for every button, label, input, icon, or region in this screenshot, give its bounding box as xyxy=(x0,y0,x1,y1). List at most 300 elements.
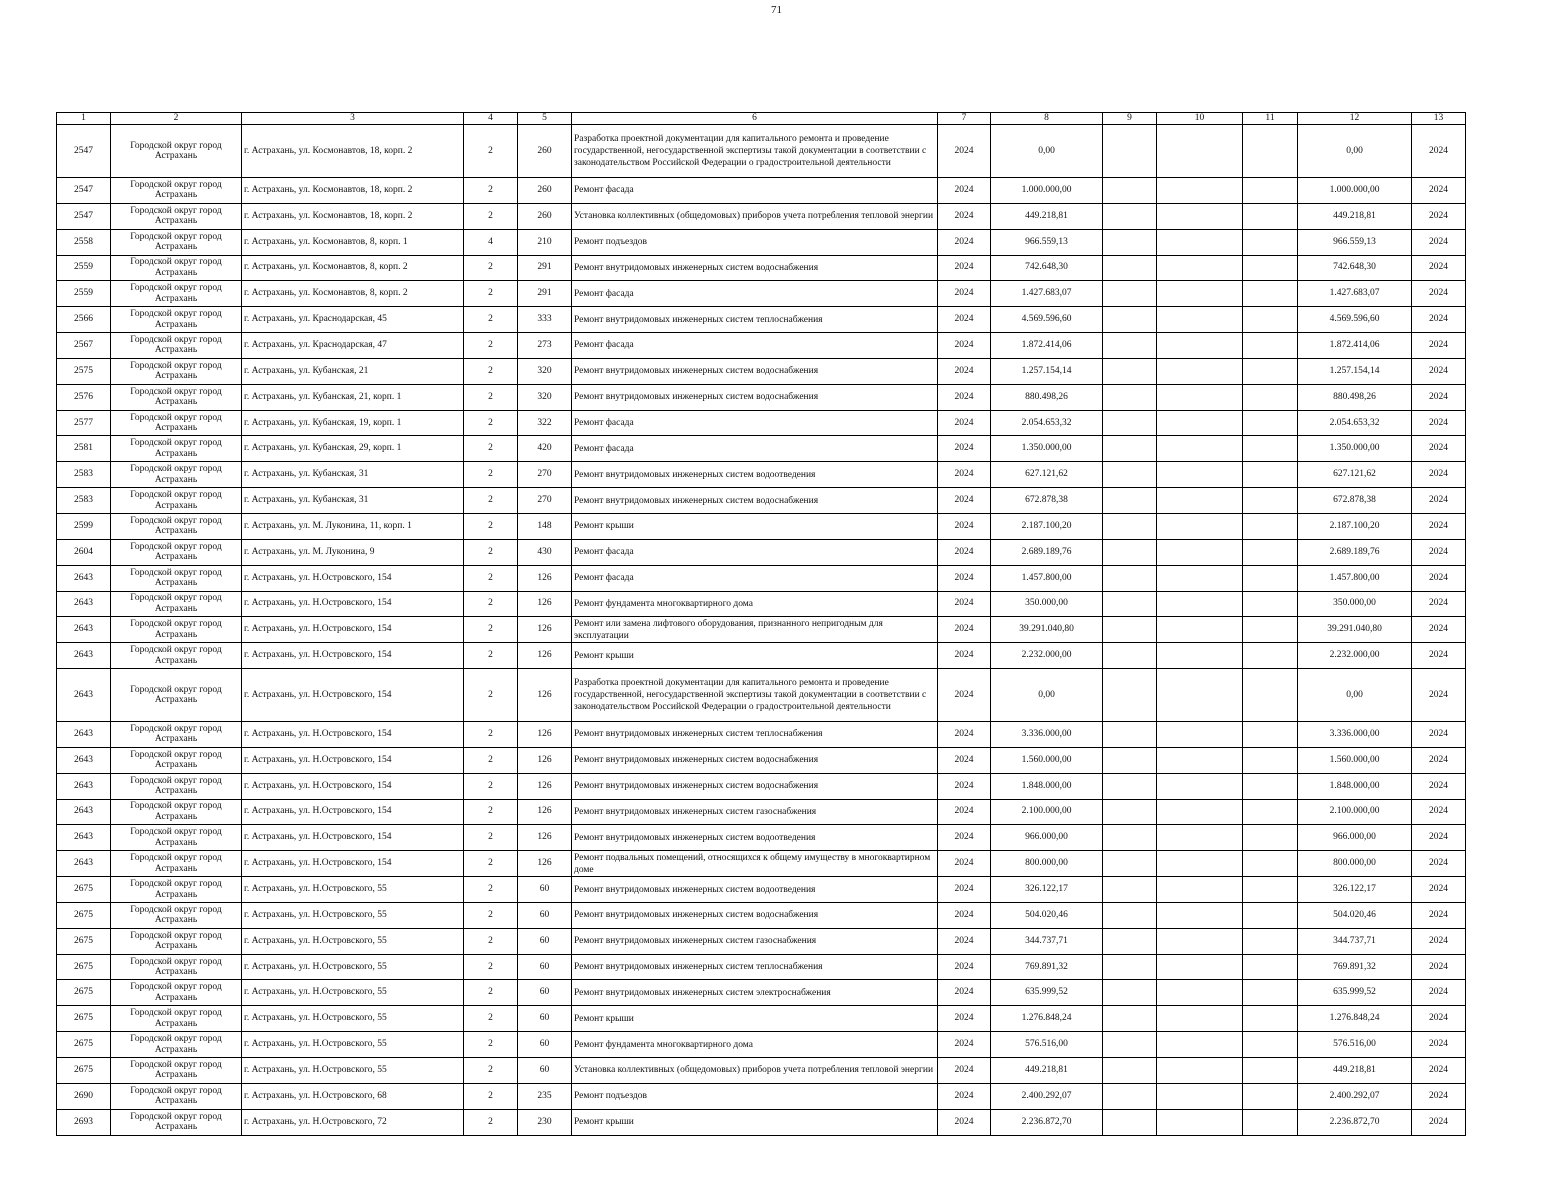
col11-cell xyxy=(1243,255,1298,281)
col13-cell: 2024 xyxy=(1412,773,1466,799)
cost-cell: 880.498,26 xyxy=(991,384,1103,410)
col13-cell: 2024 xyxy=(1412,358,1466,384)
col11-cell xyxy=(1243,877,1298,903)
table-row xyxy=(57,722,1466,748)
table-row xyxy=(57,851,1466,877)
col4-cell: 2 xyxy=(464,591,518,617)
col10-cell xyxy=(1157,1006,1243,1032)
address-cell: г. Астрахань, ул. Краснодарская, 47 xyxy=(242,333,464,359)
col9-cell xyxy=(1103,462,1157,488)
column-header-1: 1 xyxy=(57,113,111,125)
column-header-13: 13 xyxy=(1412,113,1466,125)
col13-cell: 2024 xyxy=(1412,980,1466,1006)
municipality-cell: Городской округ город Астрахань xyxy=(111,1083,242,1109)
address-cell: г. Астрахань, ул. М. Луконина, 9 xyxy=(242,539,464,565)
col11-cell xyxy=(1243,410,1298,436)
col11-cell xyxy=(1243,902,1298,928)
cost-cell: 326.122,17 xyxy=(991,877,1103,903)
table-row xyxy=(57,1032,1466,1058)
col9-cell xyxy=(1103,307,1157,333)
col10-cell xyxy=(1157,722,1243,748)
table-row xyxy=(57,513,1466,539)
col5-cell: 270 xyxy=(518,488,572,514)
work-type-cell: Ремонт внутридомовых инженерных систем водоотведения xyxy=(572,825,938,851)
col11-cell xyxy=(1243,954,1298,980)
col11-cell xyxy=(1243,565,1298,591)
cost-cell: 1.848.000,00 xyxy=(991,773,1103,799)
municipality-cell: Городской округ город Астрахань xyxy=(111,773,242,799)
col12-cell: 627.121,62 xyxy=(1298,462,1412,488)
col10-cell xyxy=(1157,773,1243,799)
year-cell: 2024 xyxy=(938,1109,991,1135)
year-cell: 2024 xyxy=(938,255,991,281)
row-id: 2675 xyxy=(57,928,111,954)
col9-cell xyxy=(1103,928,1157,954)
col4-cell: 2 xyxy=(464,539,518,565)
col13-cell: 2024 xyxy=(1412,410,1466,436)
col5-cell: 322 xyxy=(518,410,572,436)
municipality-cell: Городской округ город Астрахань xyxy=(111,539,242,565)
cost-cell: 344.737,71 xyxy=(991,928,1103,954)
work-type-cell: Ремонт внутридомовых инженерных систем водоотведения xyxy=(572,462,938,488)
municipality-cell: Городской округ город Астрахань xyxy=(111,1032,242,1058)
col10-cell xyxy=(1157,229,1243,255)
year-cell: 2024 xyxy=(938,178,991,204)
col5-cell: 126 xyxy=(518,591,572,617)
municipality-cell: Городской округ город Астрахань xyxy=(111,513,242,539)
col9-cell xyxy=(1103,229,1157,255)
year-cell: 2024 xyxy=(938,229,991,255)
table-row xyxy=(57,488,1466,514)
table-row xyxy=(57,643,1466,669)
row-id: 2604 xyxy=(57,539,111,565)
cost-cell: 1.427.683,07 xyxy=(991,281,1103,307)
year-cell: 2024 xyxy=(938,591,991,617)
address-cell: г. Астрахань, ул. Н.Островского, 154 xyxy=(242,851,464,877)
col10-cell xyxy=(1157,488,1243,514)
col12-cell: 1.427.683,07 xyxy=(1298,281,1412,307)
col13-cell: 2024 xyxy=(1412,1083,1466,1109)
col4-cell: 2 xyxy=(464,877,518,903)
col13-cell: 2024 xyxy=(1412,954,1466,980)
col11-cell xyxy=(1243,799,1298,825)
municipality-cell: Городской округ город Астрахань xyxy=(111,410,242,436)
col12-cell: 1.872.414,06 xyxy=(1298,333,1412,359)
col9-cell xyxy=(1103,1083,1157,1109)
table-row xyxy=(57,255,1466,281)
year-cell: 2024 xyxy=(938,954,991,980)
col9-cell xyxy=(1103,877,1157,903)
municipality-cell: Городской округ город Астрахань xyxy=(111,255,242,281)
col13-cell: 2024 xyxy=(1412,851,1466,877)
col4-cell: 2 xyxy=(464,747,518,773)
row-id: 2693 xyxy=(57,1109,111,1135)
work-type-cell: Установка коллективных (общедомовых) приборов учета потребления тепловой энергии xyxy=(572,1058,938,1084)
municipality-cell: Городской округ город Астрахань xyxy=(111,125,242,178)
col13-cell: 2024 xyxy=(1412,1058,1466,1084)
col4-cell: 2 xyxy=(464,722,518,748)
row-id: 2559 xyxy=(57,281,111,307)
row-id: 2547 xyxy=(57,125,111,178)
municipality-cell: Городской округ город Астрахань xyxy=(111,358,242,384)
col10-cell xyxy=(1157,617,1243,643)
col9-cell xyxy=(1103,539,1157,565)
col10-cell xyxy=(1157,203,1243,229)
col10-cell xyxy=(1157,513,1243,539)
col10-cell xyxy=(1157,799,1243,825)
address-cell: г. Астрахань, ул. Космонавтов, 8, корп. 1 xyxy=(242,229,464,255)
cost-cell: 576.516,00 xyxy=(991,1032,1103,1058)
work-type-cell: Ремонт внутридомовых инженерных систем теплоснабжения xyxy=(572,722,938,748)
cost-cell: 635.999,52 xyxy=(991,980,1103,1006)
col12-cell: 1.257.154,14 xyxy=(1298,358,1412,384)
municipality-cell: Городской округ город Астрахань xyxy=(111,722,242,748)
row-id: 2599 xyxy=(57,513,111,539)
table-row xyxy=(57,799,1466,825)
col12-cell: 966.559,13 xyxy=(1298,229,1412,255)
col10-cell xyxy=(1157,462,1243,488)
address-cell: г. Астрахань, ул. Космонавтов, 8, корп. 2 xyxy=(242,281,464,307)
col11-cell xyxy=(1243,747,1298,773)
work-type-cell: Разработка проектной документации для капитального ремонта и проведение государственной, негосударственной экспертизы такой документации в соответствии с законодательством Российской Федерации о градостроительной деятельности xyxy=(572,125,938,178)
table-row xyxy=(57,1109,1466,1135)
col5-cell: 60 xyxy=(518,980,572,1006)
municipality-cell: Городской округ город Астрахань xyxy=(111,877,242,903)
municipality-cell: Городской округ город Астрахань xyxy=(111,980,242,1006)
col11-cell xyxy=(1243,1006,1298,1032)
year-cell: 2024 xyxy=(938,773,991,799)
col13-cell: 2024 xyxy=(1412,669,1466,722)
col5-cell: 260 xyxy=(518,125,572,178)
col4-cell: 2 xyxy=(464,980,518,1006)
col9-cell xyxy=(1103,773,1157,799)
col4-cell: 2 xyxy=(464,488,518,514)
col5-cell: 420 xyxy=(518,436,572,462)
cost-cell: 966.559,13 xyxy=(991,229,1103,255)
year-cell: 2024 xyxy=(938,203,991,229)
col4-cell: 2 xyxy=(464,358,518,384)
col12-cell: 449.218,81 xyxy=(1298,1058,1412,1084)
col12-cell: 800.000,00 xyxy=(1298,851,1412,877)
address-cell: г. Астрахань, ул. Н.Островского, 154 xyxy=(242,643,464,669)
col12-cell: 2.400.292,07 xyxy=(1298,1083,1412,1109)
row-id: 2558 xyxy=(57,229,111,255)
col5-cell: 320 xyxy=(518,384,572,410)
col13-cell: 2024 xyxy=(1412,643,1466,669)
municipality-cell: Городской округ город Астрахань xyxy=(111,488,242,514)
col11-cell xyxy=(1243,229,1298,255)
col12-cell: 2.100.000,00 xyxy=(1298,799,1412,825)
col9-cell xyxy=(1103,384,1157,410)
col5-cell: 291 xyxy=(518,281,572,307)
col4-cell: 2 xyxy=(464,384,518,410)
work-type-cell: Ремонт крыши xyxy=(572,513,938,539)
col5-cell: 260 xyxy=(518,178,572,204)
address-cell: г. Астрахань, ул. Н.Островского, 154 xyxy=(242,669,464,722)
col5-cell: 60 xyxy=(518,1032,572,1058)
col13-cell: 2024 xyxy=(1412,281,1466,307)
col9-cell xyxy=(1103,513,1157,539)
col12-cell: 326.122,17 xyxy=(1298,877,1412,903)
col9-cell xyxy=(1103,722,1157,748)
work-type-cell: Ремонт внутридомовых инженерных систем водоснабжения xyxy=(572,488,938,514)
col9-cell xyxy=(1103,203,1157,229)
address-cell: г. Астрахань, ул. Космонавтов, 18, корп. 2 xyxy=(242,178,464,204)
row-id: 2567 xyxy=(57,333,111,359)
col9-cell xyxy=(1103,851,1157,877)
col4-cell: 2 xyxy=(464,669,518,722)
year-cell: 2024 xyxy=(938,747,991,773)
address-cell: г. Астрахань, ул. Кубанская, 29, корп. 1 xyxy=(242,436,464,462)
col12-cell: 39.291.040,80 xyxy=(1298,617,1412,643)
row-id: 2643 xyxy=(57,643,111,669)
table-row xyxy=(57,1058,1466,1084)
col13-cell: 2024 xyxy=(1412,565,1466,591)
work-type-cell: Ремонт внутридомовых инженерных систем теплоснабжения xyxy=(572,954,938,980)
col11-cell xyxy=(1243,488,1298,514)
work-type-cell: Ремонт внутридомовых инженерных систем водоснабжения xyxy=(572,747,938,773)
column-header-8: 8 xyxy=(991,113,1103,125)
address-cell: г. Астрахань, ул. Н.Островского, 154 xyxy=(242,825,464,851)
year-cell: 2024 xyxy=(938,462,991,488)
cost-cell: 627.121,62 xyxy=(991,462,1103,488)
row-id: 2643 xyxy=(57,617,111,643)
col9-cell xyxy=(1103,902,1157,928)
year-cell: 2024 xyxy=(938,617,991,643)
table-row xyxy=(57,617,1466,643)
cost-cell: 672.878,38 xyxy=(991,488,1103,514)
column-header-12: 12 xyxy=(1298,113,1412,125)
table-row xyxy=(57,1006,1466,1032)
work-type-cell: Ремонт внутридомовых инженерных систем водоснабжения xyxy=(572,255,938,281)
col4-cell: 2 xyxy=(464,1058,518,1084)
column-header-9: 9 xyxy=(1103,113,1157,125)
col13-cell: 2024 xyxy=(1412,384,1466,410)
work-type-cell: Ремонт внутридомовых инженерных систем электроснабжения xyxy=(572,980,938,1006)
address-cell: г. Астрахань, ул. Космонавтов, 18, корп. 2 xyxy=(242,125,464,178)
col10-cell xyxy=(1157,980,1243,1006)
table-row xyxy=(57,307,1466,333)
col11-cell xyxy=(1243,591,1298,617)
col10-cell xyxy=(1157,669,1243,722)
col11-cell xyxy=(1243,773,1298,799)
col11-cell xyxy=(1243,617,1298,643)
municipality-cell: Городской округ город Астрахань xyxy=(111,954,242,980)
row-id: 2675 xyxy=(57,980,111,1006)
row-id: 2675 xyxy=(57,1006,111,1032)
row-id: 2576 xyxy=(57,384,111,410)
work-type-cell: Ремонт крыши xyxy=(572,1109,938,1135)
address-cell: г. Астрахань, ул. Н.Островского, 154 xyxy=(242,799,464,825)
municipality-cell: Городской округ город Астрахань xyxy=(111,333,242,359)
col12-cell: 966.000,00 xyxy=(1298,825,1412,851)
municipality-cell: Городской округ город Астрахань xyxy=(111,203,242,229)
row-id: 2643 xyxy=(57,851,111,877)
col4-cell: 2 xyxy=(464,617,518,643)
col10-cell xyxy=(1157,591,1243,617)
col5-cell: 126 xyxy=(518,747,572,773)
col4-cell: 2 xyxy=(464,773,518,799)
cost-cell: 4.569.596,60 xyxy=(991,307,1103,333)
col13-cell: 2024 xyxy=(1412,125,1466,178)
col13-cell: 2024 xyxy=(1412,1032,1466,1058)
address-cell: г. Астрахань, ул. Н.Островского, 68 xyxy=(242,1083,464,1109)
municipality-cell: Городской округ город Астрахань xyxy=(111,851,242,877)
col13-cell: 2024 xyxy=(1412,747,1466,773)
col10-cell xyxy=(1157,851,1243,877)
col12-cell: 635.999,52 xyxy=(1298,980,1412,1006)
col11-cell xyxy=(1243,358,1298,384)
col12-cell: 672.878,38 xyxy=(1298,488,1412,514)
col9-cell xyxy=(1103,747,1157,773)
cost-cell: 449.218,81 xyxy=(991,1058,1103,1084)
col9-cell xyxy=(1103,488,1157,514)
col5-cell: 60 xyxy=(518,902,572,928)
col4-cell: 2 xyxy=(464,565,518,591)
row-id: 2675 xyxy=(57,954,111,980)
year-cell: 2024 xyxy=(938,722,991,748)
row-id: 2675 xyxy=(57,902,111,928)
year-cell: 2024 xyxy=(938,1058,991,1084)
capital-repair-table xyxy=(56,112,1466,1136)
column-header-5: 5 xyxy=(518,113,572,125)
col4-cell: 2 xyxy=(464,436,518,462)
table-row xyxy=(57,565,1466,591)
year-cell: 2024 xyxy=(938,980,991,1006)
municipality-cell: Городской округ город Астрахань xyxy=(111,565,242,591)
col9-cell xyxy=(1103,643,1157,669)
col10-cell xyxy=(1157,1083,1243,1109)
col13-cell: 2024 xyxy=(1412,178,1466,204)
col11-cell xyxy=(1243,436,1298,462)
col10-cell xyxy=(1157,643,1243,669)
municipality-cell: Городской округ город Астрахань xyxy=(111,825,242,851)
col10-cell xyxy=(1157,178,1243,204)
work-type-cell: Ремонт внутридомовых инженерных систем теплоснабжения xyxy=(572,307,938,333)
cost-cell: 742.648,30 xyxy=(991,255,1103,281)
work-type-cell: Установка коллективных (общедомовых) приборов учета потребления тепловой энергии xyxy=(572,203,938,229)
cost-cell: 504.020,46 xyxy=(991,902,1103,928)
table-row xyxy=(57,928,1466,954)
col12-cell: 2.054.653,32 xyxy=(1298,410,1412,436)
year-cell: 2024 xyxy=(938,902,991,928)
table-row xyxy=(57,410,1466,436)
col11-cell xyxy=(1243,307,1298,333)
cost-cell: 2.100.000,00 xyxy=(991,799,1103,825)
col5-cell: 291 xyxy=(518,255,572,281)
address-cell: г. Астрахань, ул. Н.Островского, 55 xyxy=(242,1058,464,1084)
col10-cell xyxy=(1157,902,1243,928)
year-cell: 2024 xyxy=(938,1083,991,1109)
address-cell: г. Астрахань, ул. Н.Островского, 154 xyxy=(242,722,464,748)
work-type-cell: Ремонт фасада xyxy=(572,178,938,204)
year-cell: 2024 xyxy=(938,281,991,307)
col5-cell: 210 xyxy=(518,229,572,255)
work-type-cell: Ремонт внутридомовых инженерных систем газоснабжения xyxy=(572,928,938,954)
col5-cell: 430 xyxy=(518,539,572,565)
col9-cell xyxy=(1103,1032,1157,1058)
col12-cell: 2.232.000,00 xyxy=(1298,643,1412,669)
work-type-cell: Ремонт или замена лифтового оборудования, признанного непригодным для эксплуатации xyxy=(572,617,938,643)
year-cell: 2024 xyxy=(938,928,991,954)
column-header-2: 2 xyxy=(111,113,242,125)
cost-cell: 2.232.000,00 xyxy=(991,643,1103,669)
table-row xyxy=(57,825,1466,851)
col12-cell: 2.689.189,76 xyxy=(1298,539,1412,565)
table-row xyxy=(57,281,1466,307)
col10-cell xyxy=(1157,333,1243,359)
cost-cell: 350.000,00 xyxy=(991,591,1103,617)
address-cell: г. Астрахань, ул. Космонавтов, 8, корп. 2 xyxy=(242,255,464,281)
column-header-6: 6 xyxy=(572,113,938,125)
col9-cell xyxy=(1103,178,1157,204)
cost-cell: 1.872.414,06 xyxy=(991,333,1103,359)
municipality-cell: Городской округ город Астрахань xyxy=(111,669,242,722)
col12-cell: 0,00 xyxy=(1298,669,1412,722)
work-type-cell: Ремонт фасада xyxy=(572,436,938,462)
col13-cell: 2024 xyxy=(1412,722,1466,748)
col13-cell: 2024 xyxy=(1412,513,1466,539)
col10-cell xyxy=(1157,436,1243,462)
col5-cell: 260 xyxy=(518,203,572,229)
col11-cell xyxy=(1243,333,1298,359)
table-row xyxy=(57,178,1466,204)
work-type-cell: Ремонт внутридомовых инженерных систем водоснабжения xyxy=(572,358,938,384)
address-cell: г. Астрахань, ул. Н.Островского, 154 xyxy=(242,591,464,617)
address-cell: г. Астрахань, ул. М. Луконина, 11, корп. 1 xyxy=(242,513,464,539)
municipality-cell: Городской округ город Астрахань xyxy=(111,178,242,204)
col9-cell xyxy=(1103,565,1157,591)
col11-cell xyxy=(1243,825,1298,851)
col13-cell: 2024 xyxy=(1412,928,1466,954)
col9-cell xyxy=(1103,1058,1157,1084)
year-cell: 2024 xyxy=(938,1032,991,1058)
col13-cell: 2024 xyxy=(1412,799,1466,825)
col10-cell xyxy=(1157,565,1243,591)
col12-cell: 576.516,00 xyxy=(1298,1032,1412,1058)
col11-cell xyxy=(1243,1058,1298,1084)
row-id: 2575 xyxy=(57,358,111,384)
col12-cell: 4.569.596,60 xyxy=(1298,307,1412,333)
table-row xyxy=(57,333,1466,359)
year-cell: 2024 xyxy=(938,307,991,333)
year-cell: 2024 xyxy=(938,436,991,462)
row-id: 2643 xyxy=(57,565,111,591)
col9-cell xyxy=(1103,125,1157,178)
municipality-cell: Городской округ город Астрахань xyxy=(111,436,242,462)
work-type-cell: Ремонт фасада xyxy=(572,539,938,565)
table-row xyxy=(57,125,1466,178)
col12-cell: 2.187.100,20 xyxy=(1298,513,1412,539)
row-id: 2643 xyxy=(57,825,111,851)
year-cell: 2024 xyxy=(938,488,991,514)
address-cell: г. Астрахань, ул. Н.Островского, 154 xyxy=(242,617,464,643)
row-id: 2675 xyxy=(57,1058,111,1084)
year-cell: 2024 xyxy=(938,565,991,591)
cost-cell: 2.236.872,70 xyxy=(991,1109,1103,1135)
col12-cell: 504.020,46 xyxy=(1298,902,1412,928)
col4-cell: 2 xyxy=(464,825,518,851)
address-cell: г. Астрахань, ул. Н.Островского, 154 xyxy=(242,747,464,773)
col10-cell xyxy=(1157,358,1243,384)
col10-cell xyxy=(1157,384,1243,410)
col11-cell xyxy=(1243,384,1298,410)
table-row xyxy=(57,773,1466,799)
work-type-cell: Ремонт подъездов xyxy=(572,1083,938,1109)
col10-cell xyxy=(1157,825,1243,851)
col9-cell xyxy=(1103,358,1157,384)
col5-cell: 148 xyxy=(518,513,572,539)
